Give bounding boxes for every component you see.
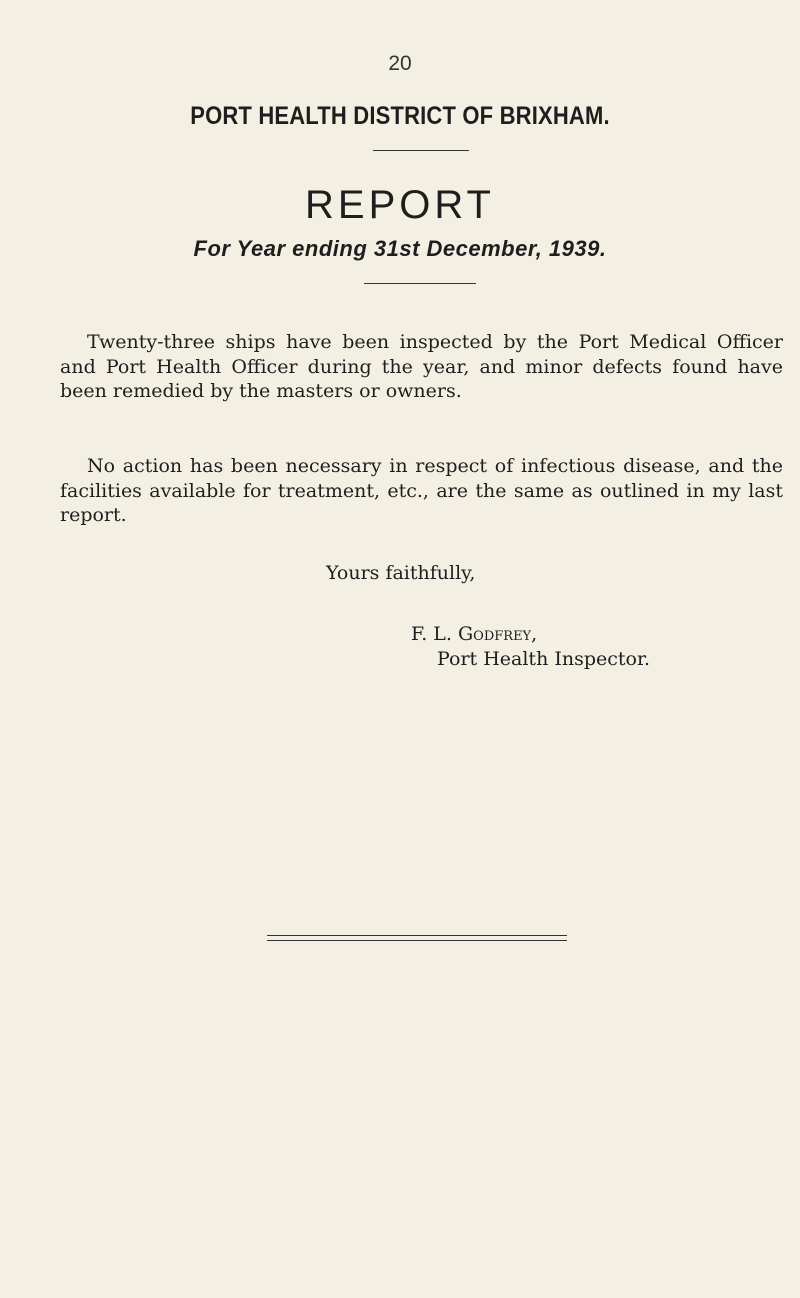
report-title: REPORT [305,183,495,227]
signatory-name: F. L. Godfrey, [411,623,538,645]
signatory-title: Port Health Inspector. [437,648,650,670]
divider-short-top [373,150,469,151]
report-subtitle: For Year ending 31st December, 1939. [193,236,607,261]
district-heading: PORT HEALTH DISTRICT OF BRIXHAM. [190,102,610,130]
body-paragraph: Twenty-three ships have been inspected by the Port Medical Officer and Port Health Officer during the year, and minor defects found have been remedied by the masters or owners. [60,331,783,402]
divider-short-bottom [364,283,476,284]
page-number: 20 [388,52,412,75]
body-paragraph: No action has been necessary in respect of infectious disease, and the facilities available for treatment, etc., are the same as outlined in my last report. [60,455,783,526]
double-rule-divider [267,935,567,941]
letter-closing: Yours faithfully, [326,562,476,584]
